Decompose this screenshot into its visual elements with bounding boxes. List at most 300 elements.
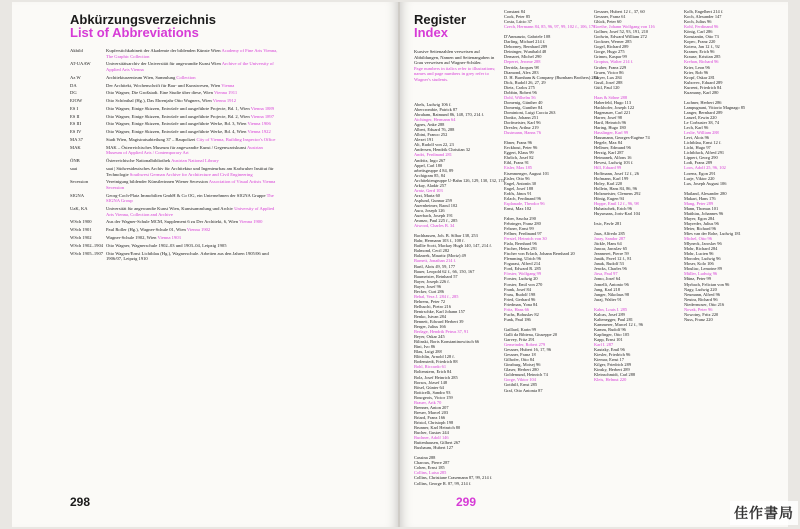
abbreviation-text-de: Otto Wagner, Die Großstadt. Eine Studie über diese, Wien xyxy=(106,90,214,96)
index-entry: Goethe, Johann Wolfgang von 116 xyxy=(594,24,655,30)
abbreviation-text-de: Universitätsarchiv der Universität für angewandte Kunst Wien xyxy=(106,61,222,67)
index-entry: Mann, Thomas 101 xyxy=(684,205,719,211)
index-entry: Behal, Vera J. 284 f., 285 xyxy=(414,293,459,299)
index-entry: Herzig, Karl 287 xyxy=(594,150,624,156)
abbreviation-value xyxy=(106,129,280,135)
index-entry: Kolb, Engelbert 214 f. xyxy=(684,9,724,14)
index-entry: Gorge, Viktor 104 xyxy=(504,377,536,383)
index-entry: Andritz, Ingo 267 xyxy=(414,157,446,163)
index-entry: Hasslinger, Karl 99 xyxy=(594,130,629,136)
abbreviation-key: EJOW xyxy=(70,98,83,104)
index-entry: Auerbach, Joseph 191 xyxy=(414,213,453,219)
index-entry: Fritz, Hans 66 xyxy=(504,306,529,312)
index-entry: Benko, Istvan 284 xyxy=(414,313,447,319)
abbreviation-text-de: Otto Wagner, Wagnerschule 1902–03 und 1903–04, Leipzig 1905 xyxy=(106,242,227,248)
index-entry: Costa, Lúcio 37 xyxy=(504,19,532,25)
index-entry: Kahn, Louis I. 285 xyxy=(594,306,628,312)
abbreviation-key: SIGNA xyxy=(70,192,85,198)
index-entry: Haberfeld, Hugo 113 xyxy=(594,99,632,105)
index-entry: Bolz, Josef Heinrich 285 xyxy=(414,374,458,380)
index-entry: Alt, Rudolf von 22, 23 xyxy=(414,142,454,148)
index-entry: Bayer, Joseph 226 f. xyxy=(414,278,450,284)
abbreviation-row xyxy=(70,235,280,241)
index-entry: Nagy, Ludwig 220 xyxy=(684,286,717,292)
index-entry: Kinsky, Herbert 289 xyxy=(594,367,630,373)
index-entry: Bahr, Hermann 103 f., 108 f. xyxy=(414,238,465,244)
index-entry: Krier, Leon 96 xyxy=(684,64,710,70)
index-entry: Fried, Gerhard 96 xyxy=(504,296,536,302)
abbreviation-text-de: Aus der Wagner-Schule MCM, Supplement 6 zu Der Architekt, 6, Wien xyxy=(106,219,240,225)
index-entry: Andri, Ferdinand 281 xyxy=(414,152,452,158)
index-entry: Drexler, Arthur 219 xyxy=(504,125,539,131)
abbreviation-value xyxy=(106,206,280,217)
abbreviation-text-de: Otto Wagner, Einige Skizzen, Entwürfe und ausgeführte Projecte, Bd. 2, Wien xyxy=(106,113,251,119)
index-entry: Diamond, Alex 283 xyxy=(504,69,539,75)
abbreviation-row xyxy=(70,251,280,262)
index-entry: Kleinschmidt, Carl 288 xyxy=(594,372,636,378)
abbreviation-value xyxy=(106,90,280,96)
abbreviation-text-de: Österreichische Nationalbibliothek xyxy=(106,158,172,164)
index-entry: Hevesi, Ludwig 103 f. xyxy=(594,160,634,166)
abbreviation-text-en: Vienna xyxy=(221,82,235,88)
abbreviation-row xyxy=(70,129,280,135)
index-entry: Funk, Paul 186 xyxy=(504,316,531,322)
index-entry: Fischer, Heinz 291 xyxy=(504,246,538,252)
index-entry: arbeitsgruppe 4 84, 89 xyxy=(414,167,454,173)
index-entry: Graf, Otto Antonia 87 xyxy=(504,387,543,393)
abbreviation-value xyxy=(106,219,280,225)
index-entry: Fogarasi, Alfred 214 xyxy=(504,261,541,267)
abbreviation-text-en: Vienna 1906 xyxy=(247,121,271,127)
abbreviation-text-en: Vienna 1903 xyxy=(157,235,181,240)
abbreviation-value xyxy=(106,83,280,89)
abbreviation-key: WSch 1905–1907 xyxy=(70,250,104,256)
index-entry: Bourgeois, Victor 159 xyxy=(414,394,453,400)
index-entry: Ehrlich, Josef 82 xyxy=(504,155,534,161)
index-entry: Donko, Johann 251 xyxy=(504,114,539,120)
index-entry: Baillie Scott, Mackay Hugh 140, 147, 214 f. xyxy=(414,243,492,249)
index-entry: Kamm, Rudolf 96 xyxy=(594,326,626,332)
index-entry: Frass, Rudolf 198 xyxy=(504,291,536,297)
abbreviation-key: ES II xyxy=(70,113,80,119)
index-entry: Ebner, Franz 96 xyxy=(504,140,532,146)
index-entry: Eisler, Max 185 xyxy=(504,165,532,171)
index-entry: Jomo, Josef 64 xyxy=(594,276,621,282)
abbreviation-row xyxy=(70,121,280,127)
index-entry: Architektengruppe U-Bahn 126, 129, 130, 132, 174 xyxy=(414,177,505,183)
index-entry: Niedermoser, Otto 216 xyxy=(684,301,725,307)
index-entry: Erdős, János 91 xyxy=(504,190,532,196)
abbreviation-text-de: saai | Südwestdeutsches Archiv für Architektur und Ingenieurbau am Karlsruher Institut für Technologie xyxy=(106,165,274,177)
index-entry: Lanzel, Erwin 220 xyxy=(684,114,717,120)
abbreviation-row xyxy=(70,166,280,177)
index-entry: Langer, Bernhard 289 xyxy=(684,109,723,115)
index-entry: Hoppe, Emil 12 f., 96, 98 xyxy=(594,200,639,206)
index-entry: Esplanade, Theodor 96 xyxy=(504,200,545,206)
index-entry: Koch, Julius 96 xyxy=(684,19,712,25)
abbreviation-text-en: City of Vienna, Building Inspector's Office xyxy=(196,137,276,142)
index-entry: Lachner, Herbert 286 xyxy=(684,99,722,105)
index-entry: Collins, George R. 87, 99, 214 f. xyxy=(414,480,472,486)
index-entry: Abels, Ludwig 106 f. xyxy=(414,102,452,107)
index-entry: Domenig, Gunther 84 xyxy=(504,104,543,110)
abbreviation-key: WSch 1900 xyxy=(70,219,92,225)
index-entry: Hubatschek, Erich 96 xyxy=(594,205,632,211)
index-entry: Mang, Peter 289 xyxy=(684,200,714,206)
index-entry: Irsic, Pavle 281 xyxy=(594,220,622,226)
index-entry: Atwood, Charles B. 34 xyxy=(414,223,455,229)
index-entry: Harrer, Josef 98 xyxy=(594,114,622,120)
abbreviation-text-de: Der Architekt, Wochenschrift für Bau- und Kunstwesen, Wien xyxy=(106,82,222,88)
index-entry: Deperet, Jerome 288 xyxy=(504,59,541,65)
index-entry: Hoffmann, Josef 12 f., 26 xyxy=(594,170,639,176)
index-entry: Czech, Hermann 84, 85, 96, 97, 99, 102 f., 106, 170 xyxy=(504,24,596,30)
page-number-right: 299 xyxy=(456,495,477,509)
index-entry: Novak, Peter 96 xyxy=(684,306,713,312)
index-entry: Fuchs, Bohuslav 82 xyxy=(504,311,539,317)
index-entry: Benirschke, Karl Johann 157 xyxy=(414,308,465,314)
index-entry: Levi, Alois 96 xyxy=(684,135,710,141)
index-entry: Beyer, Oskar 245 xyxy=(414,334,445,340)
abbreviation-key: UaK, KA xyxy=(70,206,88,212)
index-entry: Bohl, Riccardo 61 xyxy=(414,364,447,370)
abbreviation-row xyxy=(70,206,280,217)
index-entry: Breuer, Marcel 203 xyxy=(414,409,449,415)
abbreviation-text-en: Vienna 1912 xyxy=(212,98,237,104)
index-entry: Mies van der Rohe, Ludwig 181 xyxy=(684,231,741,237)
index-entry: Kalcas, Josef 289 xyxy=(594,311,625,317)
publisher-watermark: 佳作書局 xyxy=(730,501,798,525)
index-entry: Kuzmany, Karl 280 xyxy=(684,89,719,95)
abbreviation-row xyxy=(70,243,280,249)
index-entry: Gogel, Richard 289 xyxy=(594,44,629,50)
index-entry: Bini, Ivo 86 xyxy=(414,344,436,350)
index-entry: Gessner, Hubert 12 f., 37, 60 xyxy=(594,9,645,14)
index-entry: Felsner, Ernst 99 xyxy=(504,226,534,232)
abbreviation-value xyxy=(106,98,280,104)
abbreviation-row xyxy=(70,106,280,112)
abbreviation-text-de: Wagner-Schule 1902, Wien xyxy=(106,235,158,240)
abbreviation-text-en: Vienna 1889 xyxy=(250,105,275,111)
index-entry: Kohl, Ferdinand 96 xyxy=(684,24,719,30)
index-entry: Meier, Richard 96 xyxy=(684,226,716,232)
index-entry: Gockner, Werner 285 xyxy=(594,39,632,45)
index-entry: Junger, Nikolaus 98 xyxy=(594,291,630,297)
index-entry: Neutra, Richard 96 xyxy=(684,296,718,302)
index-entry: Licht, Hugo 97 xyxy=(684,145,711,151)
abbreviation-key: ES III xyxy=(70,121,82,127)
index-entry: Eggert, Klaus 99 xyxy=(504,150,534,156)
page-number-left: 298 xyxy=(70,495,91,509)
abbreviation-value xyxy=(106,137,280,143)
index-entry: Briard, Franz 166 xyxy=(414,414,446,420)
index-entry: Albert, Eduard 76, 288 xyxy=(414,127,455,133)
abbreviation-key: ES I xyxy=(70,105,79,111)
abbreviations-title-en: List of Abbreviations xyxy=(70,25,199,40)
index-entry: Haas & Söhne 288 xyxy=(594,94,628,100)
index-column-3 xyxy=(594,9,678,382)
abbreviation-value xyxy=(106,106,280,112)
index-entry: Koch, Alexander 147 xyxy=(684,14,722,20)
index-entry: Kotera, Jan 12 f., 92 xyxy=(684,44,720,50)
index-entry: Jäckle, Hans 64 xyxy=(594,241,622,247)
index-entry: Borsos, József 148 xyxy=(414,379,448,385)
index-entry: Behrens, Peter 72 xyxy=(414,298,446,304)
index-entry: Eeckhout, Peter 96 xyxy=(504,145,538,151)
index-entry: Collins, Luisa 285 xyxy=(414,470,447,476)
index-entry: Buttenhausen, Gilbert 267 xyxy=(414,440,461,446)
index-entry: Lurje, Viktor 220 xyxy=(684,175,715,181)
abbreviation-text-en: Southwest German Archive for Architecture and Civil Engineering xyxy=(129,171,253,177)
index-entry: Constant 84 xyxy=(504,9,526,14)
index-entry: Bristol, Christoph 198 xyxy=(414,419,454,425)
abbreviation-text-de: Otto Wagner, Einige Skizzen, Entwürfe und ausgeführte Werke, Bd. 3, Wien xyxy=(106,121,248,127)
index-entry: Müller, Ludwig 96 xyxy=(684,271,718,277)
index-entry: Guyer, Lux 284 xyxy=(594,74,622,80)
index-entry: König, Carl 286 xyxy=(684,29,713,35)
abbreviation-list xyxy=(70,48,280,264)
index-entry: D. H. Burnham & Company (Burnham Brothers) 284 xyxy=(504,74,599,80)
index-entry: Dietz, Carlos 275 xyxy=(504,84,535,90)
index-entry: Hackhofer, Joseph 122 xyxy=(594,104,635,110)
abbreviation-text-en: Vienna 1911 xyxy=(213,90,238,96)
index-intro xyxy=(414,49,496,83)
index-entry: Forster, Emil von 270 xyxy=(504,281,543,287)
index-entry: Blöchlin, Arnold 128 f. xyxy=(414,354,455,360)
abbreviation-row xyxy=(70,114,280,120)
index-entry: Demaret, Michel 290 xyxy=(504,54,542,60)
index-entry: Hartl, Heinrich 96 xyxy=(594,120,627,126)
index-entry: Brunner, Karl Heinrich 80 xyxy=(414,425,461,430)
abbreviation-row xyxy=(70,48,280,59)
index-entry: Ferstel, Heinrich von 30 xyxy=(504,236,547,242)
index-entry: Janák, Pavel 12 f., 81 xyxy=(594,256,632,262)
index-entry: Krehan, Richard 96 xyxy=(684,59,719,65)
index-entry: Holey, Karl 220 xyxy=(594,180,623,186)
index-entry: Faber, Sascha 290 xyxy=(504,215,536,221)
abbreviation-value xyxy=(106,61,280,72)
index-entry: Dohl, Wilhelm 56 xyxy=(504,94,536,100)
index-entry: Bucher, Gustav 244 xyxy=(414,430,449,436)
index-entry: Jirsa, Paul 97 xyxy=(594,271,618,277)
abbreviation-row xyxy=(70,158,280,164)
index-entry: Arkay, Aladár 257 xyxy=(414,182,447,188)
abbreviation-row xyxy=(70,137,280,143)
abbreviation-value xyxy=(106,227,280,233)
index-entry: Hagenauer, Carl 221 xyxy=(594,109,631,115)
index-entry: Dominioni, Luigi Caccia 263 xyxy=(504,109,556,115)
index-entry: Gropius, Walter 214 f. xyxy=(594,59,634,65)
abbreviation-text-de: Georg-Coch-Platz Immobilien GmbH & Co OG, ein Unternehmen der SIGNA Gruppe xyxy=(106,192,267,198)
index-entry: Konstantin, Otto 73 xyxy=(684,34,719,40)
index-entry: Godwin, Edward William 272 xyxy=(594,34,647,40)
index-entry: Becker, Curt 286 xyxy=(414,288,444,294)
index-entry: Kiesler, Friedrich 96 xyxy=(594,352,631,358)
index-entry: Archigram 85, 84 xyxy=(414,172,446,178)
index-entry: Hausmann, Georges-Eugène 74 xyxy=(594,135,650,141)
abbreviation-key: WSch 1901 xyxy=(70,227,92,233)
index-entry: Juraj, Walter 91 xyxy=(594,296,622,302)
index-entry: Buchner, Adolf 146 xyxy=(414,435,449,441)
index-entry: Frank, Josef 84 xyxy=(504,286,531,292)
index-entry: Jeanneret, Pierre 59 xyxy=(594,251,629,257)
index-entry: Kurrent, Friedrich 84 xyxy=(684,84,722,90)
abbreviation-row xyxy=(70,219,280,225)
abbreviation-row xyxy=(70,179,280,190)
index-entry: Galli da Bibiena, Giuseppe 20 xyxy=(504,332,558,337)
index-entry: Barnett, Jonathan 214 f. xyxy=(414,258,457,264)
index-entry: Arzt, Maria 60 xyxy=(414,192,440,198)
index-entry: Mouliac, Lemoine 89 xyxy=(684,266,722,272)
index-entry: Hegele, Max 84 xyxy=(594,140,623,146)
index-intro-de: Kursive Seitenzahlen verweisen auf Abbildungen, Namen und Seitenangaben in Grau verweisen auf Wagner-Schüler. xyxy=(414,49,495,66)
index-entry: Neumann, Alfred 96 xyxy=(684,291,720,297)
index-entry: Mayer, Egon 284 xyxy=(684,215,715,221)
index-entry: Jaus, Alfredo 285 xyxy=(594,231,625,237)
index-entry: Kapfinger, Otto 105 xyxy=(594,332,630,337)
index-entry: Glaser, Herbert 280 xyxy=(504,367,539,373)
index-intro-en: Page numbers in italics refer to illustrations; names and page numbers in grey refer to Wagner's students. xyxy=(414,65,496,82)
index-title-de: Register xyxy=(414,12,467,27)
index-entry: Kiemar, Ernst 17 xyxy=(594,357,624,363)
index-entry: Kilger, Friedrich 289 xyxy=(594,362,632,368)
index-entry: Hönig, Eugen 94 xyxy=(594,195,624,201)
index-entry: Friedman, Yona 84 xyxy=(504,301,538,307)
index-entry: Auernheimer, Raoul 102 xyxy=(414,202,458,208)
index-entry: Gorge, Hugo 275 xyxy=(594,49,625,55)
index-entry: Grimm, Kaspar 99 xyxy=(594,54,627,60)
abbreviation-text-de: Vereinigung bildender Künstlerinnen Wiener Secession xyxy=(106,179,209,185)
index-entry: Hetmanek, Alfons 16 xyxy=(594,155,632,161)
abbreviation-key: AT-UAAW xyxy=(70,61,91,67)
index-entry: Janak, Rudolf 53 xyxy=(594,261,624,267)
index-entry: Kaltenegger, Paul 281 xyxy=(594,316,633,322)
abbreviation-key: WSch 1902–1904 xyxy=(70,242,104,248)
abbreviation-row xyxy=(70,193,280,204)
index-entry: Haring, Hugo 180 xyxy=(594,125,626,131)
index-entry: Jancar, Jaroslav 65 xyxy=(594,246,628,252)
abbreviation-text-de: Paul Roller (Hg.), Wagner-Schule 01, Wien xyxy=(106,227,187,233)
index-entry: Ginzburg, Moisej 96 xyxy=(504,362,541,368)
index-entry: Agnes, Anke 288 xyxy=(414,122,445,128)
index-entry: Myrbach, Felician von 96 xyxy=(684,281,730,287)
abbreviation-text-en: Archive of the University of Applied Arts Vienna xyxy=(106,61,274,72)
index-entry: Fiala, Bernhard 96 xyxy=(504,241,537,247)
index-entry: Dick, Rudolf 26, 27, 29 xyxy=(504,79,546,85)
abbreviation-key: ÖNB xyxy=(70,158,80,164)
index-entry: Belluschi, Pietro 216 xyxy=(414,303,451,309)
abbreviation-text-en: Vienna 1900 xyxy=(239,219,263,225)
index-entry: Jaray, Sandor 287 xyxy=(594,236,626,242)
abbreviation-key: Secession xyxy=(70,179,89,185)
abbreviation-value xyxy=(106,193,280,204)
index-entry: Eisler, Otto 96 xyxy=(504,175,530,181)
index-entry: Hill, Eduard 99 xyxy=(594,165,622,171)
abbreviation-text-de: Otto Wagner/Ernst Lichtblau (Hg.), Wagnerschule. Arbeiten aus den Jahren 1905/06 und 1906/07, Leipzig 1910 xyxy=(106,250,269,262)
index-entry: Garvey, Fritz 291 xyxy=(504,337,535,343)
index-entry: Fellner, Ferdinand 97 xyxy=(504,231,542,237)
index-entry: Deininger, Wunibald 48 xyxy=(504,49,547,55)
abbreviation-row xyxy=(70,75,280,81)
index-entry: Kubovec, Eduard 289 xyxy=(684,79,723,85)
abbreviation-text-en: Vienna 1897 xyxy=(250,113,275,119)
index-entry: Alexei 191 xyxy=(414,137,434,143)
index-entry: Abraham, Raimund 86, 148, 170, 214 f. xyxy=(414,112,485,118)
index-entry: Botticelli, Sandro 93 xyxy=(414,389,451,395)
index-entry: Lampugnani, Vittorio Magnago 85 xyxy=(684,104,746,110)
index-entry: Cassina 288 xyxy=(414,455,436,461)
index-entry: Eibl, Franz 91 xyxy=(504,160,529,166)
index-entry: Avanzo, Paul 225 f., 285 xyxy=(414,218,458,224)
abbreviation-key: DG xyxy=(70,90,77,96)
index-entry: Charoux, Pierre 287 xyxy=(414,460,450,466)
index-entry: Engel, Antonín 30 xyxy=(504,180,537,186)
index-entry: Münz, Peter 99 xyxy=(684,276,711,282)
index-entry: Kopec, Franz 220 xyxy=(684,39,716,45)
index-entry: Michel, Otto 96 xyxy=(684,236,712,242)
index-entry: Collins, Christiane Crasemann 87, 99, 214 f. xyxy=(414,475,493,481)
index-entry: Jomelli, Antonio 96 xyxy=(594,281,629,287)
index-entry: Gustl, Josef 288 xyxy=(594,79,623,85)
abbreviation-value xyxy=(106,235,280,241)
index-title-en: Index xyxy=(414,25,448,40)
abbreviation-value xyxy=(106,251,280,262)
abbreviation-key: ES IV xyxy=(70,129,82,135)
index-entry: Krause, Kristian 285 xyxy=(684,54,721,60)
index-entry: Krier, Rob 96 xyxy=(684,69,709,75)
index-entry: Kramer, Erich 96 xyxy=(684,49,715,55)
index-entry: Fischer von Erlach, Johann Bernhard 20 xyxy=(504,251,575,257)
abbreviation-key: MAK xyxy=(70,144,81,150)
abbreviation-text-en: Austrian National Library xyxy=(171,158,219,164)
abbreviation-row xyxy=(70,90,280,96)
index-entry: Lech, Karl 96 xyxy=(684,125,709,131)
index-entry: Forster, Ludwig 20 xyxy=(504,276,538,282)
index-entry: Makart, Hans 176 xyxy=(684,195,716,201)
index-entry: Jung, Karl 218 xyxy=(594,286,620,292)
abbreviation-row xyxy=(70,145,280,156)
abbreviation-text-de: Universität für angewandte Kunst Wien, Kunstsammlung und Archiv xyxy=(106,206,235,212)
index-entry: Balmond, Cecil 282 xyxy=(414,248,450,254)
index-entry: Albini, Franco 252 xyxy=(414,132,448,138)
index-entry: Bayer, Josef 96 xyxy=(414,283,442,289)
index-entry: Blau, Luigi 288 xyxy=(414,349,442,355)
index-entry: Bösel, Günter 64 xyxy=(414,384,444,390)
index-entry: Gruber, Franz 229 xyxy=(594,64,627,70)
index-entry: Jencks, Charles 96 xyxy=(594,266,627,272)
index-column-4 xyxy=(684,9,768,322)
index-entry: Bodenstedt, Friedrich 88 xyxy=(414,359,458,365)
abbreviation-key: DA xyxy=(70,82,77,88)
index-entry: Mlyneck, Jaroslav 96 xyxy=(684,241,722,247)
index-entry: Mayreder, Julius 96 xyxy=(684,220,719,226)
index-entry: Cook, Peter 85 xyxy=(504,14,531,20)
abbreviation-value xyxy=(106,121,280,127)
index-entry: Buxbaum, Hubert 127 xyxy=(414,445,454,451)
index-entry: Bartl, Alois 49, 59, 177 xyxy=(414,263,456,269)
index-entry: Darling, Michael 214 f. xyxy=(504,39,546,45)
index-entry: Baumeister, Reinhard 57 xyxy=(414,273,458,279)
index-entry: Mailand, Alexander 280 xyxy=(684,190,727,196)
index-entry: Domenig, Günther 40 xyxy=(504,99,543,105)
index-entry: Dobbin, Robert 96 xyxy=(504,89,537,95)
index-entry: Lodi, Franz 289 xyxy=(684,160,713,166)
abbreviation-text-en: Association of Visual Artists Vienna Secession xyxy=(106,179,276,190)
index-entry: Förster, Wolfgang 99 xyxy=(504,271,542,277)
index-entry: Dustmann, Hanns 76 xyxy=(504,130,541,136)
abbreviation-value xyxy=(106,48,280,59)
index-entry: Derrida, Jacques 98 xyxy=(504,64,539,70)
